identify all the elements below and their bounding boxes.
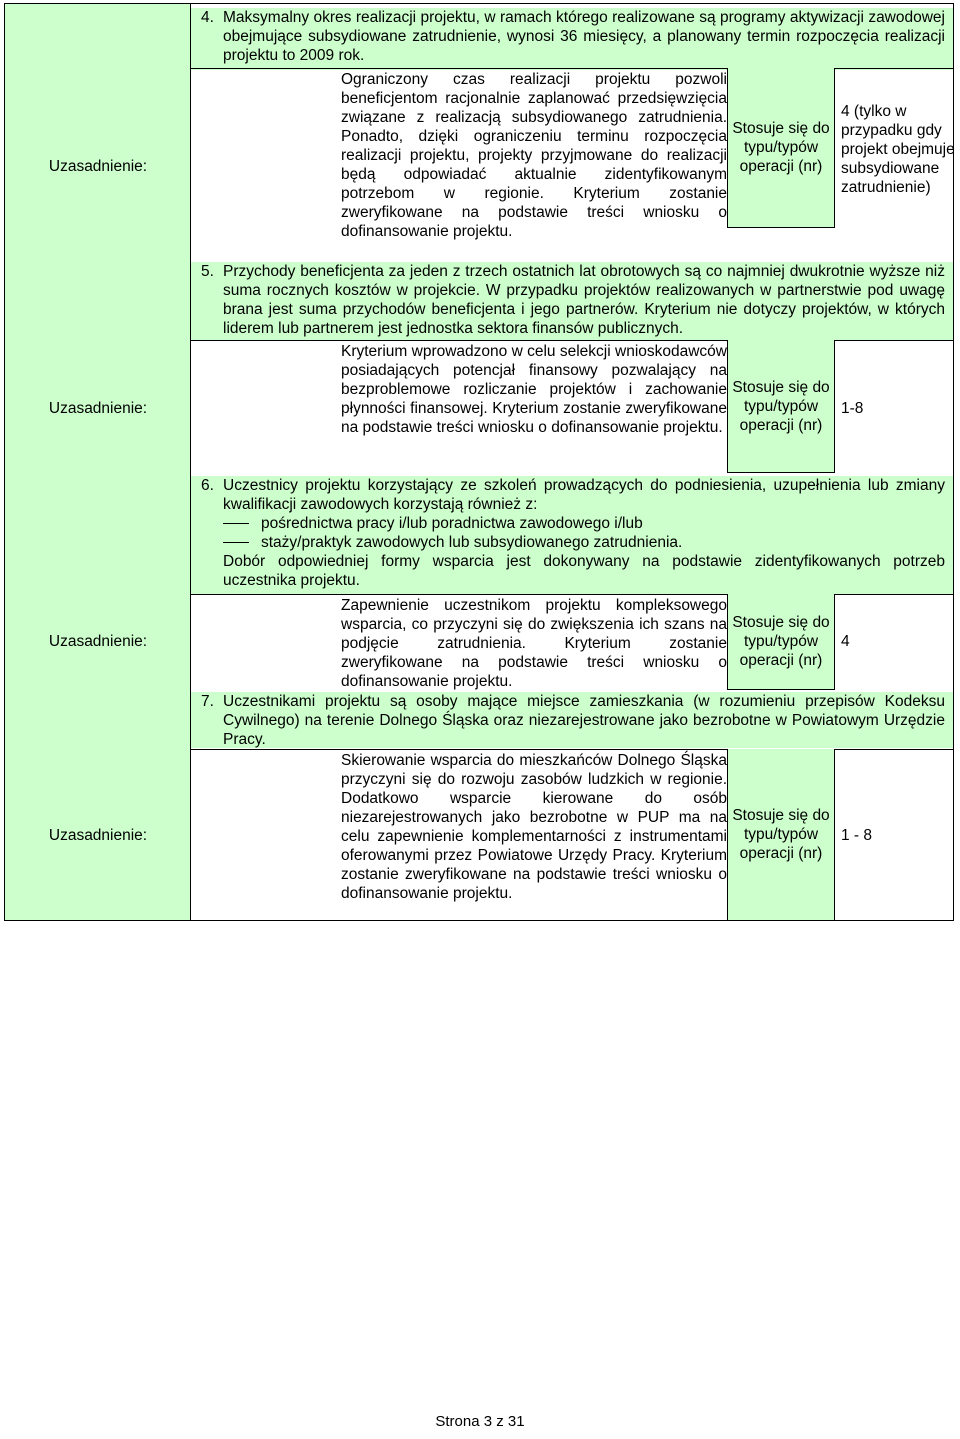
justification-row [191,749,953,919]
justification-label: Uzasadnienie: [48,158,148,175]
criterion-7 [191,692,953,748]
applies-to: Stosuje się do typu/typów operacji (nr) [727,68,835,228]
left-column [5,4,191,920]
bullet-item: pośrednictwa pracy i/lub poradnictwa zawodowego i/lub [223,514,945,533]
applies-to: Stosuje się do typu/typów operacji (nr) [727,340,835,473]
criterion-text: Przychody beneficjenta za jeden z trzech ostatnich lat obrotowych są co najmniej dwukrotnie wyższe niż suma rocznych kosztów w projekcie. W przypadku projektów realizowanych w partnerstwie pod uwagę brana jest suma przychodów beneficjenta i jego partnerów. Kryterium nie dotyczy projektów, w których liderem lub partnerem jest jednostka sektora finansów publicznych. [223,263,945,337]
justification-text: Skierowanie wsparcia do mieszkańców Dolnego Śląska przyczyni się do rozwoju zasobów ludzkich w regionie. Dodatkowo wsparcie kierowane do osób niezarejestrowanych jako bezrobotne w PUP ma na celu zapewnienie komplementarności z instrumentami oferowanymi przez Powiatowe Urzędy Pracy. Kryterium zostanie zweryfikowane na podstawie treści wniosku o dofinansowanie projektu. [341,752,727,902]
points: 4 [841,633,850,650]
page-footer: Strona 3 z 31 [435,1413,525,1430]
criterion-5 [191,262,953,340]
justification-label: Uzasadnienie: [48,633,148,650]
criterion-6 [191,476,953,594]
bullet-item: staży/praktyk zawodowych lub subsydiowanego zatrudnienia. [223,533,945,552]
justification-row [191,340,953,474]
criterion-4 [191,8,953,70]
points: 4 (tylko w przypadku gdy projekt obejmuje subsydiowane zatrudnienie) [841,103,955,196]
criterion-number: 4. [201,9,214,26]
justification-text: Zapewnienie uczestnikom projektu kompleksowego wsparcia, co przyczyni się do zwiększenia ich szans na podjęcie zatrudnienia. Kryterium zostanie zweryfikowane na podstawie treści wniosku o dofinansowanie projektu. [341,597,727,690]
justification-label: Uzasadnienie: [48,827,148,844]
criterion-text-2: Dobór odpowiedniej formy wsparcia jest dokonywany na podstawie zidentyfikowanych potrzeb uczestnika projektu. [223,553,945,589]
criterion-text: Uczestnikami projektu są osoby mające miejsce zamieszkania (w rozumieniu przepisów Kodeksu Cywilnego) na terenie Dolnego Śląska oraz niezarejestrowane jako bezrobotne w Powiatowym Urzędzie Pracy. [223,693,945,748]
points: 1-8 [841,400,864,417]
criterion-number: 7. [201,693,214,710]
justification-label: Uzasadnienie: [48,400,148,417]
justification-text: Ograniczony czas realizacji projektu pozwoli beneficjentom racjonalnie zaplanować przedsięwzięcia związane z realizacją subsydiowanego zatrudnienia. Ponadto, dzięki ograniczeniu terminu rozpoczęcia realizacji projektu, projekty przyjmowane do realizacji będą odpowiadać aktualnie zidentyfikowanym potrzebom w regionie. Kryterium zostanie zweryfikowane na podstawie treści wniosku o dofinansowanie projektu. [341,71,727,240]
criterion-number: 6. [201,477,214,494]
justification-row [191,594,953,690]
points: 1 - 8 [841,827,873,844]
criterion-number: 5. [201,263,214,280]
justification-row [191,68,953,258]
criterion-text: Maksymalny okres realizacji projektu, w ramach którego realizowane są programy aktywizacji zawodowej obejmujące subsydiowane zatrudnienie, wynosi 36 miesięcy, a planowany termin rozpoczęcia realizacji projektu to 2009 rok. [223,9,945,64]
criteria-table [4,3,954,921]
criterion-text: Uczestnicy projektu korzystający ze szkoleń prowadzących do podniesienia, uzupełnienia lub zmiany kwalifikacji zawodowych korzystają również z: [223,477,945,513]
applies-to: Stosuje się do typu/typów operacji (nr) [727,594,835,690]
applies-to: Stosuje się do typu/typów operacji (nr) [727,749,835,921]
justification-text: Kryterium wprowadzono w celu selekcji wnioskodawców posiadających potencjał finansowy pozwalający na bezproblemowe rozliczanie projektów i zachowanie płynności finansowej. Kryterium zostanie zweryfikowane na podstawie treści wniosku o dofinansowanie projektu. [341,343,727,436]
